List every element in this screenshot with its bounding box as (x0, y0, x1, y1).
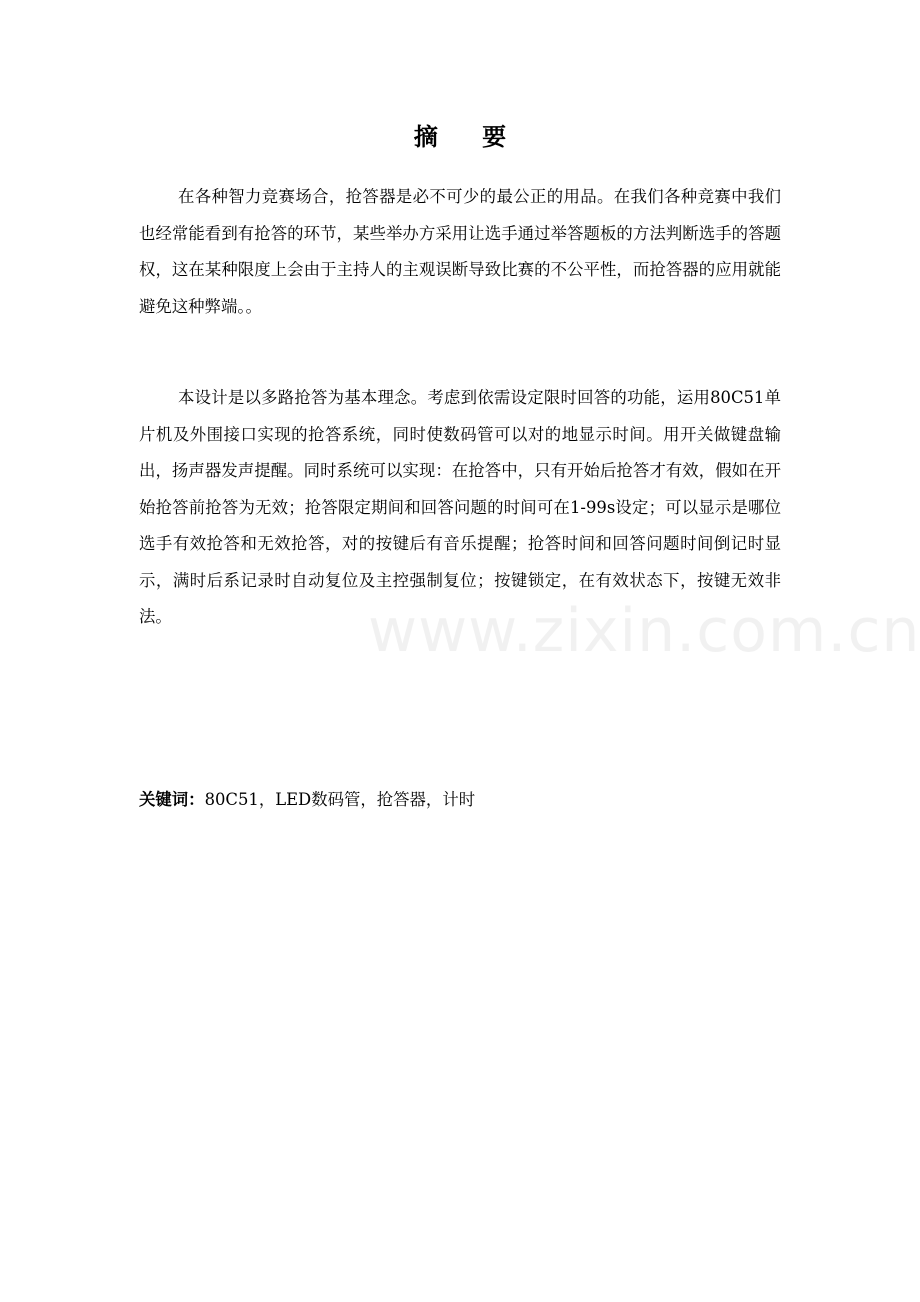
abstract-title: 摘 要 (413, 122, 525, 151)
keywords-line (139, 784, 475, 816)
watermark-text: www.zixin.com.cn (368, 596, 920, 666)
keywords-value: 80C51，LED数码管，抢答器，计时 (204, 790, 476, 809)
abstract-paragraph-1: 在各种智力竞赛场合，抢答器是必不可少的最公正的用品。在我们各种竞赛中我们也经常能看到有抢答的环节，某些举办方采用让选手通过举答题板的方法判断选手的答题权，这在某种限度上会由于主持人的主观误断导致比赛的不公平性，而抢答器的应用就能避免这种弊端。。 (139, 187, 781, 316)
abstract-paragraph-2: 本设计是以多路抢答为基本理念。考虑到依需设定限时回答的功能，运用80C51单片机及外围接口实现的抢答系统，同时使数码管可以对的地显示时间。用开关做键盘输出，扬声器发声提醒。同时系统可以实现：在抢答中，只有开始后抢答才有效，假如在开始抢答前抢答为无效；抢答限定期间和回答问题的时间可在1-99s设定；可以显示是哪位选手有效抢答和无效抢答，对的按键后有音乐提醒；抢答时间和回答问题时间倒记时显示，满时后系记录时自动复位及主控强制复位；按键锁定，在有效状态下，按键无效非法。 (139, 388, 781, 626)
keywords-label: 关键词： (139, 790, 205, 809)
